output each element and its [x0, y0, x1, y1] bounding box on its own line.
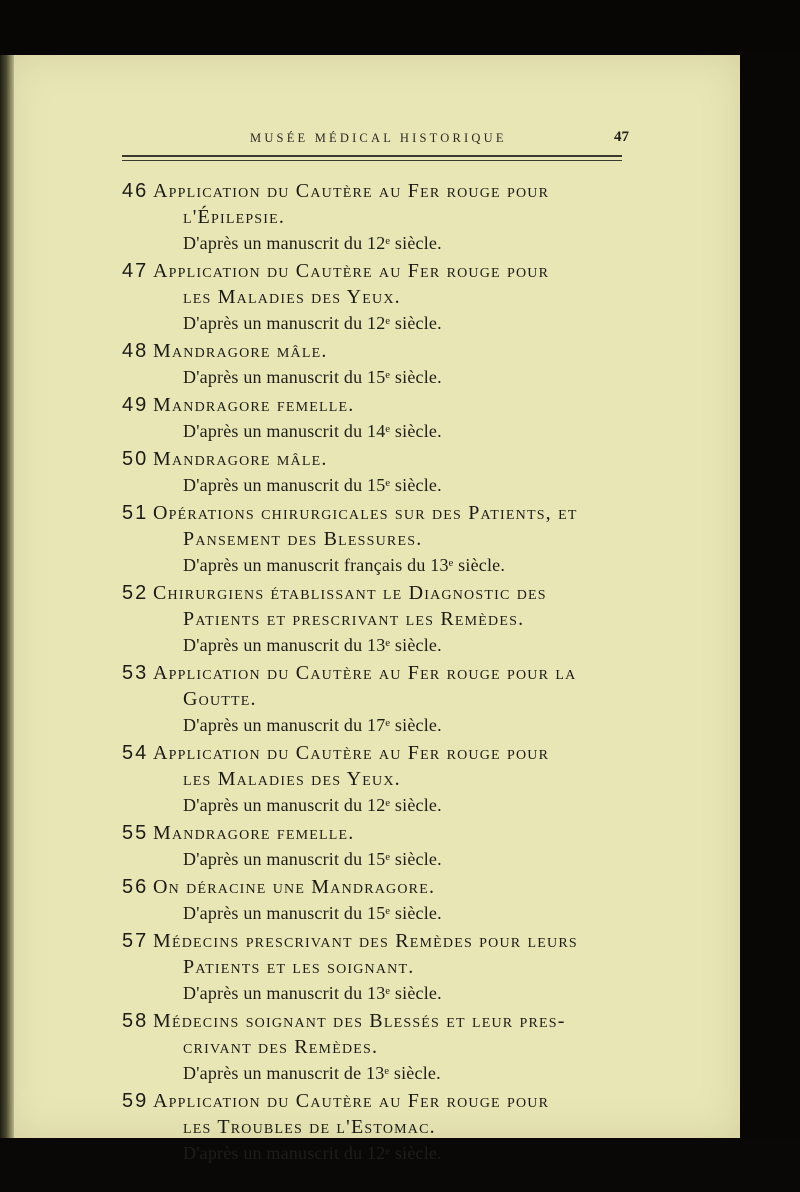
plate-source: D'après un manuscrit du 14ᵉ siècle.	[183, 421, 442, 441]
plate-source: D'après un manuscrit du 17ᵉ siècle.	[183, 715, 442, 735]
plate-number: 52	[122, 582, 149, 604]
plate-number: 51	[122, 502, 149, 524]
plate-number: 56	[122, 876, 149, 898]
plate-number: 53	[122, 662, 149, 684]
plate-source: D'après un manuscrit du 12ᵉ siècle.	[183, 313, 442, 333]
plate-title-line: Mandragore femelle.	[153, 394, 355, 416]
plate-title	[153, 928, 628, 980]
plate-title-continuation: les Troubles de l'Estomac.	[183, 1116, 436, 1138]
plate-title	[153, 660, 628, 712]
plate-entry	[10, 258, 740, 336]
plate-title	[153, 446, 628, 472]
running-title: MUSÉE MÉDICAL HISTORIQUE	[250, 131, 507, 145]
plate-title	[153, 500, 628, 552]
plate-title-line: Médecins soignant des Blessés et leur pres-	[153, 1010, 566, 1032]
plate-title-line: Chirurgiens établissant le Diagnostic des	[153, 582, 547, 604]
plate-number: 50	[122, 448, 149, 470]
plate-title	[153, 580, 628, 632]
plate-list	[10, 178, 740, 1168]
plate-title-continuation: Patients et les soignant.	[183, 956, 415, 978]
plate-number: 55	[122, 822, 149, 844]
plate-title-continuation: Patients et prescrivant les Remèdes.	[183, 608, 525, 630]
plate-entry	[10, 580, 740, 658]
plate-number: 58	[122, 1010, 149, 1032]
plate-entry	[10, 392, 740, 444]
running-header	[10, 131, 740, 151]
plate-title-line: On déracine une Mandragore.	[153, 876, 436, 898]
plate-source: D'après un manuscrit du 15ᵉ siècle.	[183, 849, 442, 869]
plate-title	[153, 178, 628, 230]
plate-number: 48	[122, 340, 149, 362]
header-rule-thick	[122, 155, 622, 157]
plate-entry	[10, 338, 740, 390]
plate-source: D'après un manuscrit français du 13ᵉ siècle.	[183, 555, 506, 575]
plate-title-line: Mandragore femelle.	[153, 822, 355, 844]
plate-entry	[10, 1088, 740, 1166]
plate-title-line: Application du Cautère au Fer rouge pour la	[153, 662, 577, 684]
plate-title	[153, 874, 628, 900]
plate-title-line: Application du Cautère au Fer rouge pour	[153, 180, 550, 202]
plate-entry	[10, 928, 740, 1006]
plate-source: D'après un manuscrit du 13ᵉ siècle.	[183, 635, 442, 655]
plate-number: 54	[122, 742, 149, 764]
scan-right-border	[740, 50, 800, 1150]
plate-title	[153, 1088, 628, 1140]
page-number: 47	[614, 129, 629, 145]
header-rule-thin	[122, 160, 622, 161]
plate-entry	[10, 178, 740, 256]
plate-entry	[10, 820, 740, 872]
plate-title-continuation: les Maladies des Yeux.	[183, 768, 401, 790]
plate-title-continuation: Goutte.	[183, 688, 257, 710]
plate-entry	[10, 1008, 740, 1086]
plate-title	[153, 740, 628, 792]
plate-title	[153, 392, 628, 418]
plate-entry	[10, 740, 740, 818]
plate-source: D'après un manuscrit du 15ᵉ siècle.	[183, 367, 442, 387]
plate-number: 57	[122, 930, 149, 952]
plate-title-continuation: l'Épilepsie.	[183, 206, 286, 228]
plate-title-line: Application du Cautère au Fer rouge pour	[153, 260, 550, 282]
plate-source: D'après un manuscrit du 13ᵉ siècle.	[183, 983, 442, 1003]
plate-number: 46	[122, 180, 149, 202]
plate-title-continuation: crivant des Remèdes.	[183, 1036, 379, 1058]
plate-number: 47	[122, 260, 149, 282]
plate-number: 59	[122, 1090, 149, 1112]
plate-entry	[10, 874, 740, 926]
plate-entry	[10, 446, 740, 498]
plate-source: D'après un manuscrit du 12ᵉ siècle.	[183, 233, 442, 253]
plate-entry	[10, 660, 740, 738]
plate-entry	[10, 500, 740, 578]
plate-title	[153, 1008, 628, 1060]
plate-title-continuation: Pansement des Blessures.	[183, 528, 423, 550]
plate-title-line: Opérations chirurgicales sur des Patients, et	[153, 502, 578, 524]
plate-title-line: Mandragore mâle.	[153, 340, 328, 362]
plate-title	[153, 258, 628, 310]
plate-number: 49	[122, 394, 149, 416]
plate-title-continuation: les Maladies des Yeux.	[183, 286, 401, 308]
plate-title	[153, 338, 628, 364]
plate-title-line: Médecins prescrivant des Remèdes pour leurs	[153, 930, 578, 952]
plate-source: D'après un manuscrit du 12ᵉ siècle.	[183, 795, 442, 815]
scan-top-border	[0, 0, 800, 60]
plate-title	[153, 820, 628, 846]
plate-title-line: Application du Cautère au Fer rouge pour	[153, 742, 550, 764]
plate-source: D'après un manuscrit du 15ᵉ siècle.	[183, 475, 442, 495]
plate-source: D'après un manuscrit du 15ᵉ siècle.	[183, 903, 442, 923]
plate-source: D'après un manuscrit de 13ᵉ siècle.	[183, 1063, 441, 1083]
plate-title-line: Mandragore mâle.	[153, 448, 328, 470]
plate-title-line: Application du Cautère au Fer rouge pour	[153, 1090, 550, 1112]
plate-source: D'après un manuscrit du 12ᵉ siècle.	[183, 1143, 442, 1163]
